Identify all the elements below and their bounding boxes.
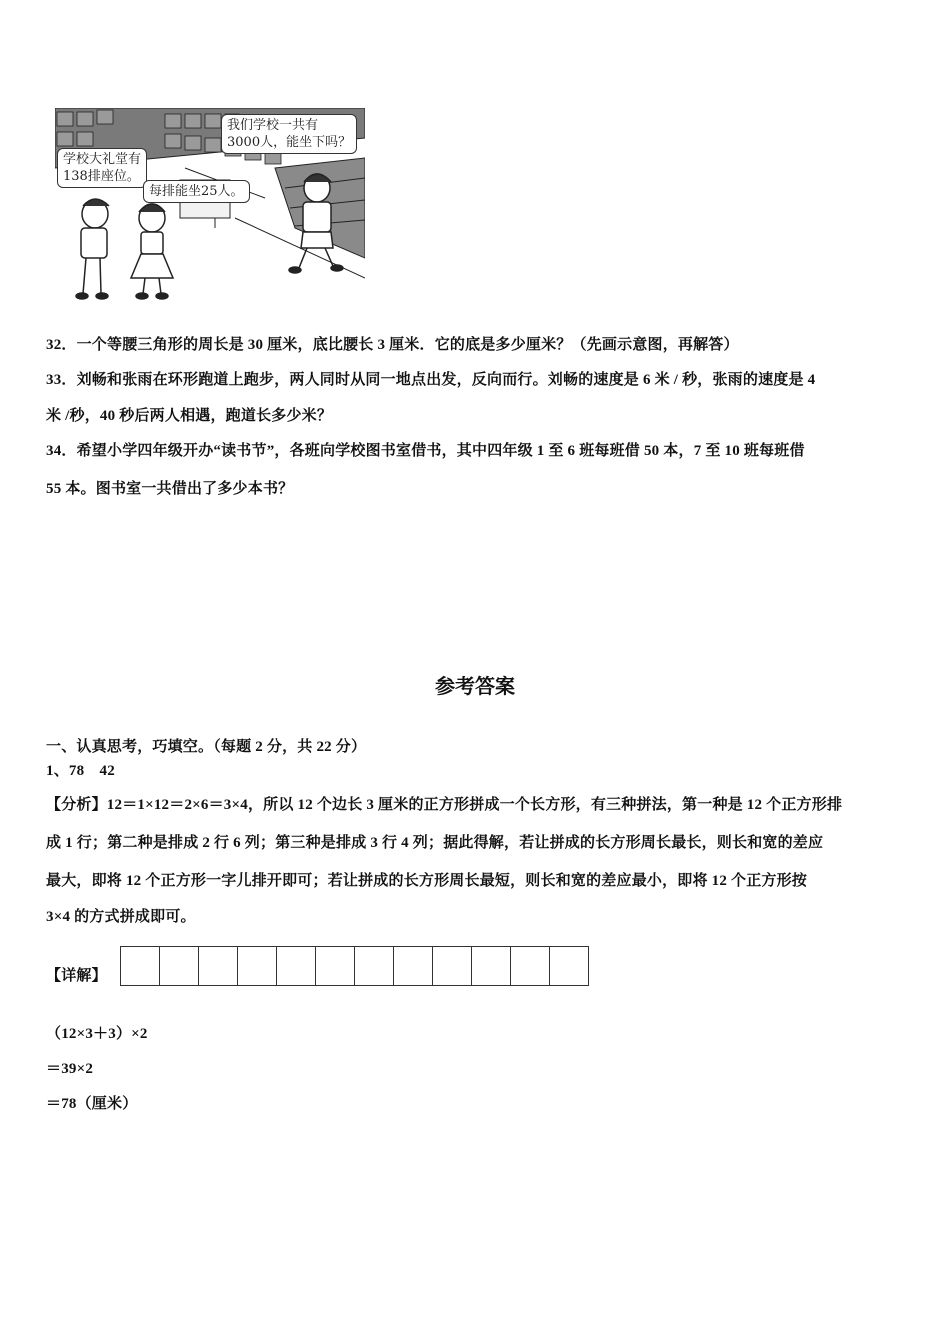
speech-bubble-left: [57, 148, 147, 188]
speech-bubble-middle-text: 每排能坐25人。: [149, 184, 244, 199]
auditorium-illustration: [55, 108, 365, 300]
square-cell: [121, 947, 160, 985]
question-32: 32．一个等腰三角形的周长是 30 厘米，底比腰长 3 厘米．它的底是多少厘米？（先画示意图，再解答）: [46, 337, 739, 353]
calc-line3: ＝78（厘米）: [46, 1096, 138, 1112]
square-cell: [238, 947, 277, 985]
square-cell: [199, 947, 238, 985]
square-cell: [511, 947, 550, 985]
answers-title: 参考答案: [435, 674, 515, 698]
analysis-line4: 3×4 的方式拼成即可。: [46, 909, 196, 925]
square-cell: [550, 947, 589, 985]
square-cell: [160, 947, 199, 985]
square-cell: [277, 947, 316, 985]
square-cell: [355, 947, 394, 985]
speech-bubble-right-line2: 3000人，能坐下吗？: [227, 135, 352, 150]
question-34-line2: 55 本。图书室一共借出了多少本书？: [46, 481, 294, 497]
analysis-line3: 最大，即将 12 个正方形一字儿排开即可；若让拼成的长方形周长最短，则长和宽的差应最小，即将 12 个正方形按: [46, 873, 808, 889]
section1-heading: 一、认真思考，巧填空。（每题 2 分，共 22 分）: [46, 739, 367, 755]
square-cell: [472, 947, 511, 985]
speech-bubble-right-line1: 我们学校一共有: [227, 118, 319, 133]
speech-bubble-left-line2: 138排座位。: [63, 169, 140, 184]
answer-1: 1、78 42: [46, 763, 115, 779]
squares-diagram: [120, 946, 589, 986]
question-33-line2: 米 /秒，40 秒后两人相遇，跑道长多少米？: [46, 408, 333, 424]
analysis-line2: 成 1 行；第二种是排成 2 行 6 列；第三种是排成 3 行 4 列；据此得解，若让拼成的长方形周长最长，则长和宽的差应: [46, 835, 824, 851]
question-33-line1: 33．刘畅和张雨在环形跑道上跑步，两人同时从同一地点出发，反向而行。刘畅的速度是 6 米 / 秒，张雨的速度是 4: [46, 372, 816, 388]
speech-bubble-right: [221, 114, 357, 154]
speech-bubble-left-line1: 学校大礼堂有: [63, 152, 142, 167]
analysis-line1: 【分析】12＝1×12＝2×6＝3×4，所以 12 个边长 3 厘米的正方形拼成一个长方形，有三种拼法，第一种是 12 个正方形排: [46, 797, 843, 813]
square-cell: [433, 947, 472, 985]
question-34-line1: 34．希望小学四年级开办“读书节”，各班向学校图书室借书，其中四年级 1 至 6 班每班借 50 本，7 至 10 班每班借: [46, 443, 805, 459]
detail-label: 【详解】: [46, 968, 107, 984]
calc-line1: （12×3＋3）×2: [46, 1026, 148, 1042]
square-cell: [394, 947, 433, 985]
calc-line2: ＝39×2: [46, 1061, 94, 1077]
square-cell: [316, 947, 355, 985]
speech-bubble-middle: [143, 180, 250, 203]
